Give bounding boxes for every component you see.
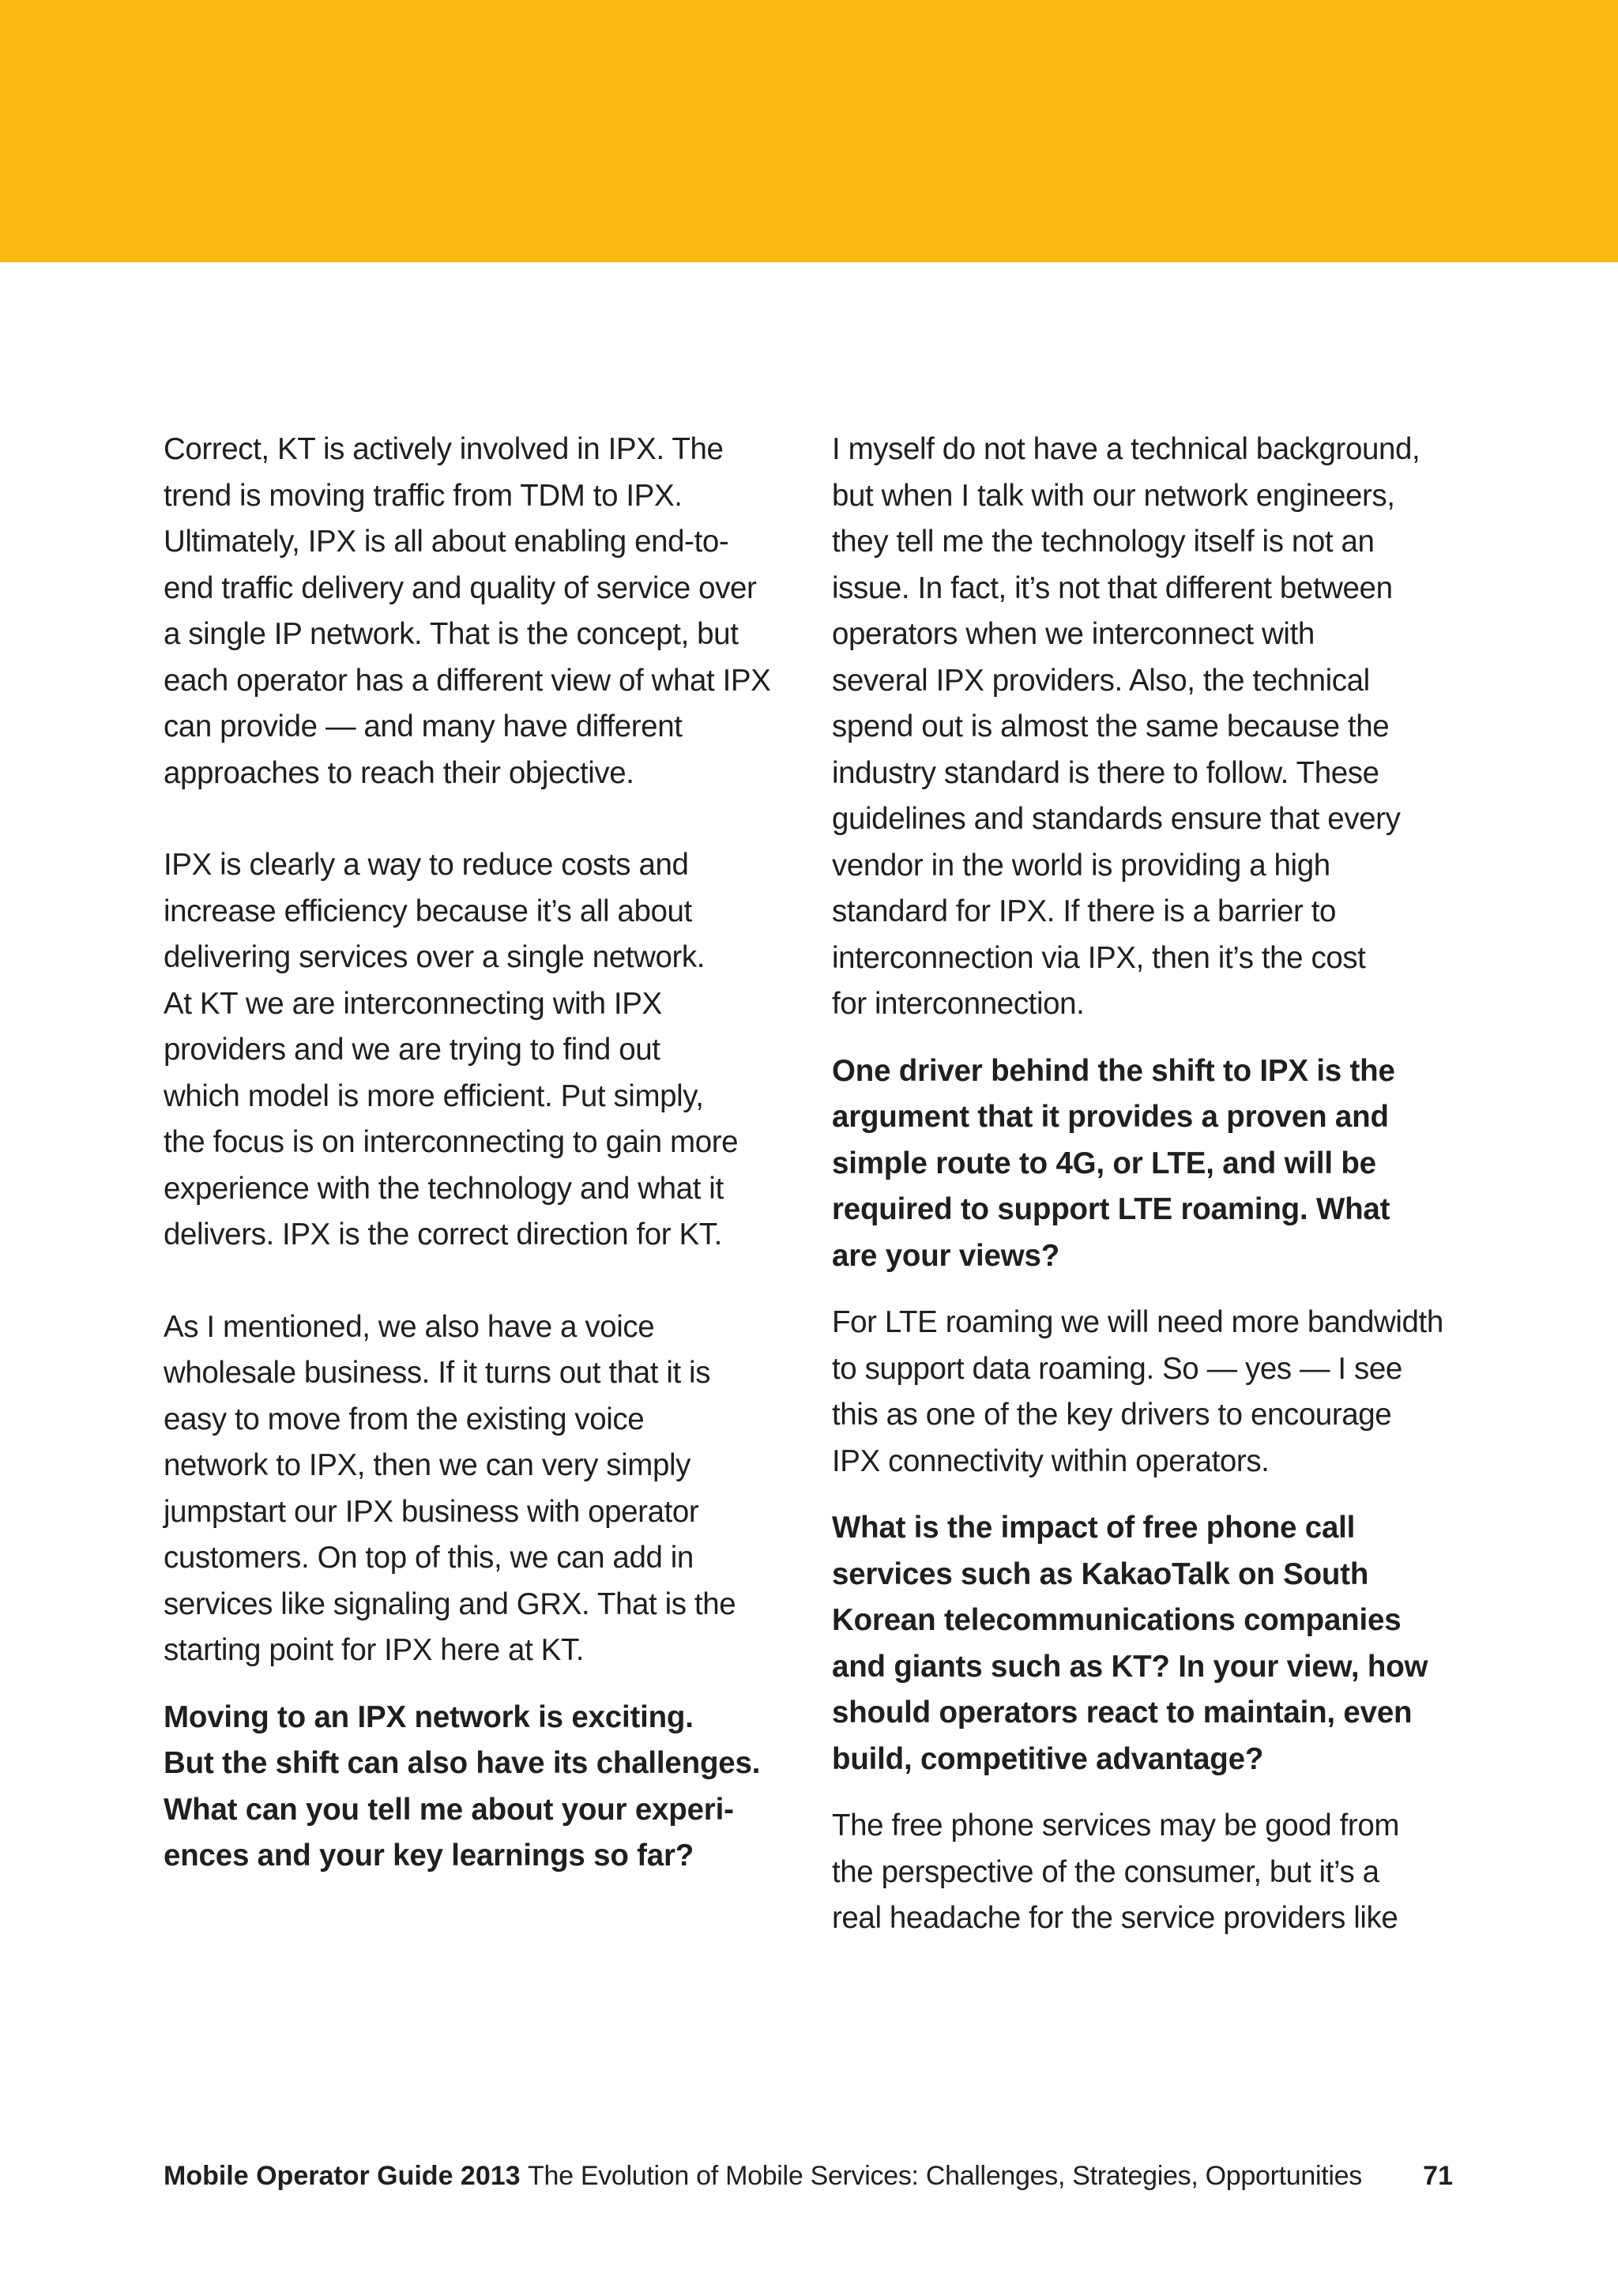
footer-subtitle: The Evolution of Mobile Services: Challenges, Strategies, Opportunities xyxy=(528,2161,1362,2191)
left-column xyxy=(164,427,796,1880)
right-paragraph-1: I myself do not have a technical background, but when I talk with our network engineers, they tell me the technology itself is not an issue. In fact, it’s not that different between operators when we interconnect with several IPX providers. Also, the technical spend out is almost the same because the industry standard is there to follow. These guidelines and standards ensure that every vendor in the world is providing a high standard for IPX. If there is a barrier to interconnection via IPX, then it’s the cost for interconnection. xyxy=(832,432,1420,1021)
left-question-1: Moving to an IPX network is exciting. But the shift can also have its challenges. What can you tell me about your experi- ences and your key learnings so far? xyxy=(164,1699,761,1873)
left-paragraph-1: Correct, KT is actively involved in IPX. The trend is moving traffic from TDM to IPX. Ultimately, IPX is all about enabling end-to- end traffic delivery and quality of service over a single IP network. That is the concept, but each operator has a different view of what IPX can provide — and many have different approaches to reach their objective. xyxy=(164,432,771,790)
page-number: 71 xyxy=(1423,2161,1453,2191)
header-color-band xyxy=(0,0,1618,262)
left-paragraph-2: IPX is clearly a way to reduce costs and increase efficiency because it’s all about delivering services over a single network. At KT we are interconnecting with IPX providers and we are trying to find out which model is more efficient. Put simply, the focus is on interconnecting to gain more experience with the technology and what it delivers. IPX is the correct direction for KT. xyxy=(164,848,739,1252)
right-question-2: What is the impact of free phone call services such as KakaoTalk on South Korean telecommunications companies and giants such as KT? In your view, how should operators react to maintain, even build, competitive advantage? xyxy=(832,1511,1428,1776)
right-paragraph-3: The free phone services may be good from the perspective of the consumer, but it’s a real headache for the service providers like xyxy=(832,1809,1400,1935)
right-paragraph-2: For LTE roaming we will need more bandwidth to support data roaming. So — yes — I see this as one of the key drivers to encourage IPX connectivity within operators. xyxy=(832,1305,1443,1478)
left-paragraph-3: As I mentioned, we also have a voice wholesale business. If it turns out that it is easy to move from the existing voice network to IPX, then we can very simply jumpstart our IPX business with operator customers. On top of this, we can add in services like signaling and GRX. That is the starting point for IPX here at KT. xyxy=(164,1309,736,1667)
right-question-1: One driver behind the shift to IPX is the argument that it provides a proven and simple route to 4G, or LTE, and will be required to support LTE roaming. What are your views? xyxy=(832,1053,1395,1273)
right-column xyxy=(832,427,1464,1963)
page-footer xyxy=(164,2157,1453,2195)
footer-publication-title: Mobile Operator Guide 2013 xyxy=(164,2161,521,2191)
